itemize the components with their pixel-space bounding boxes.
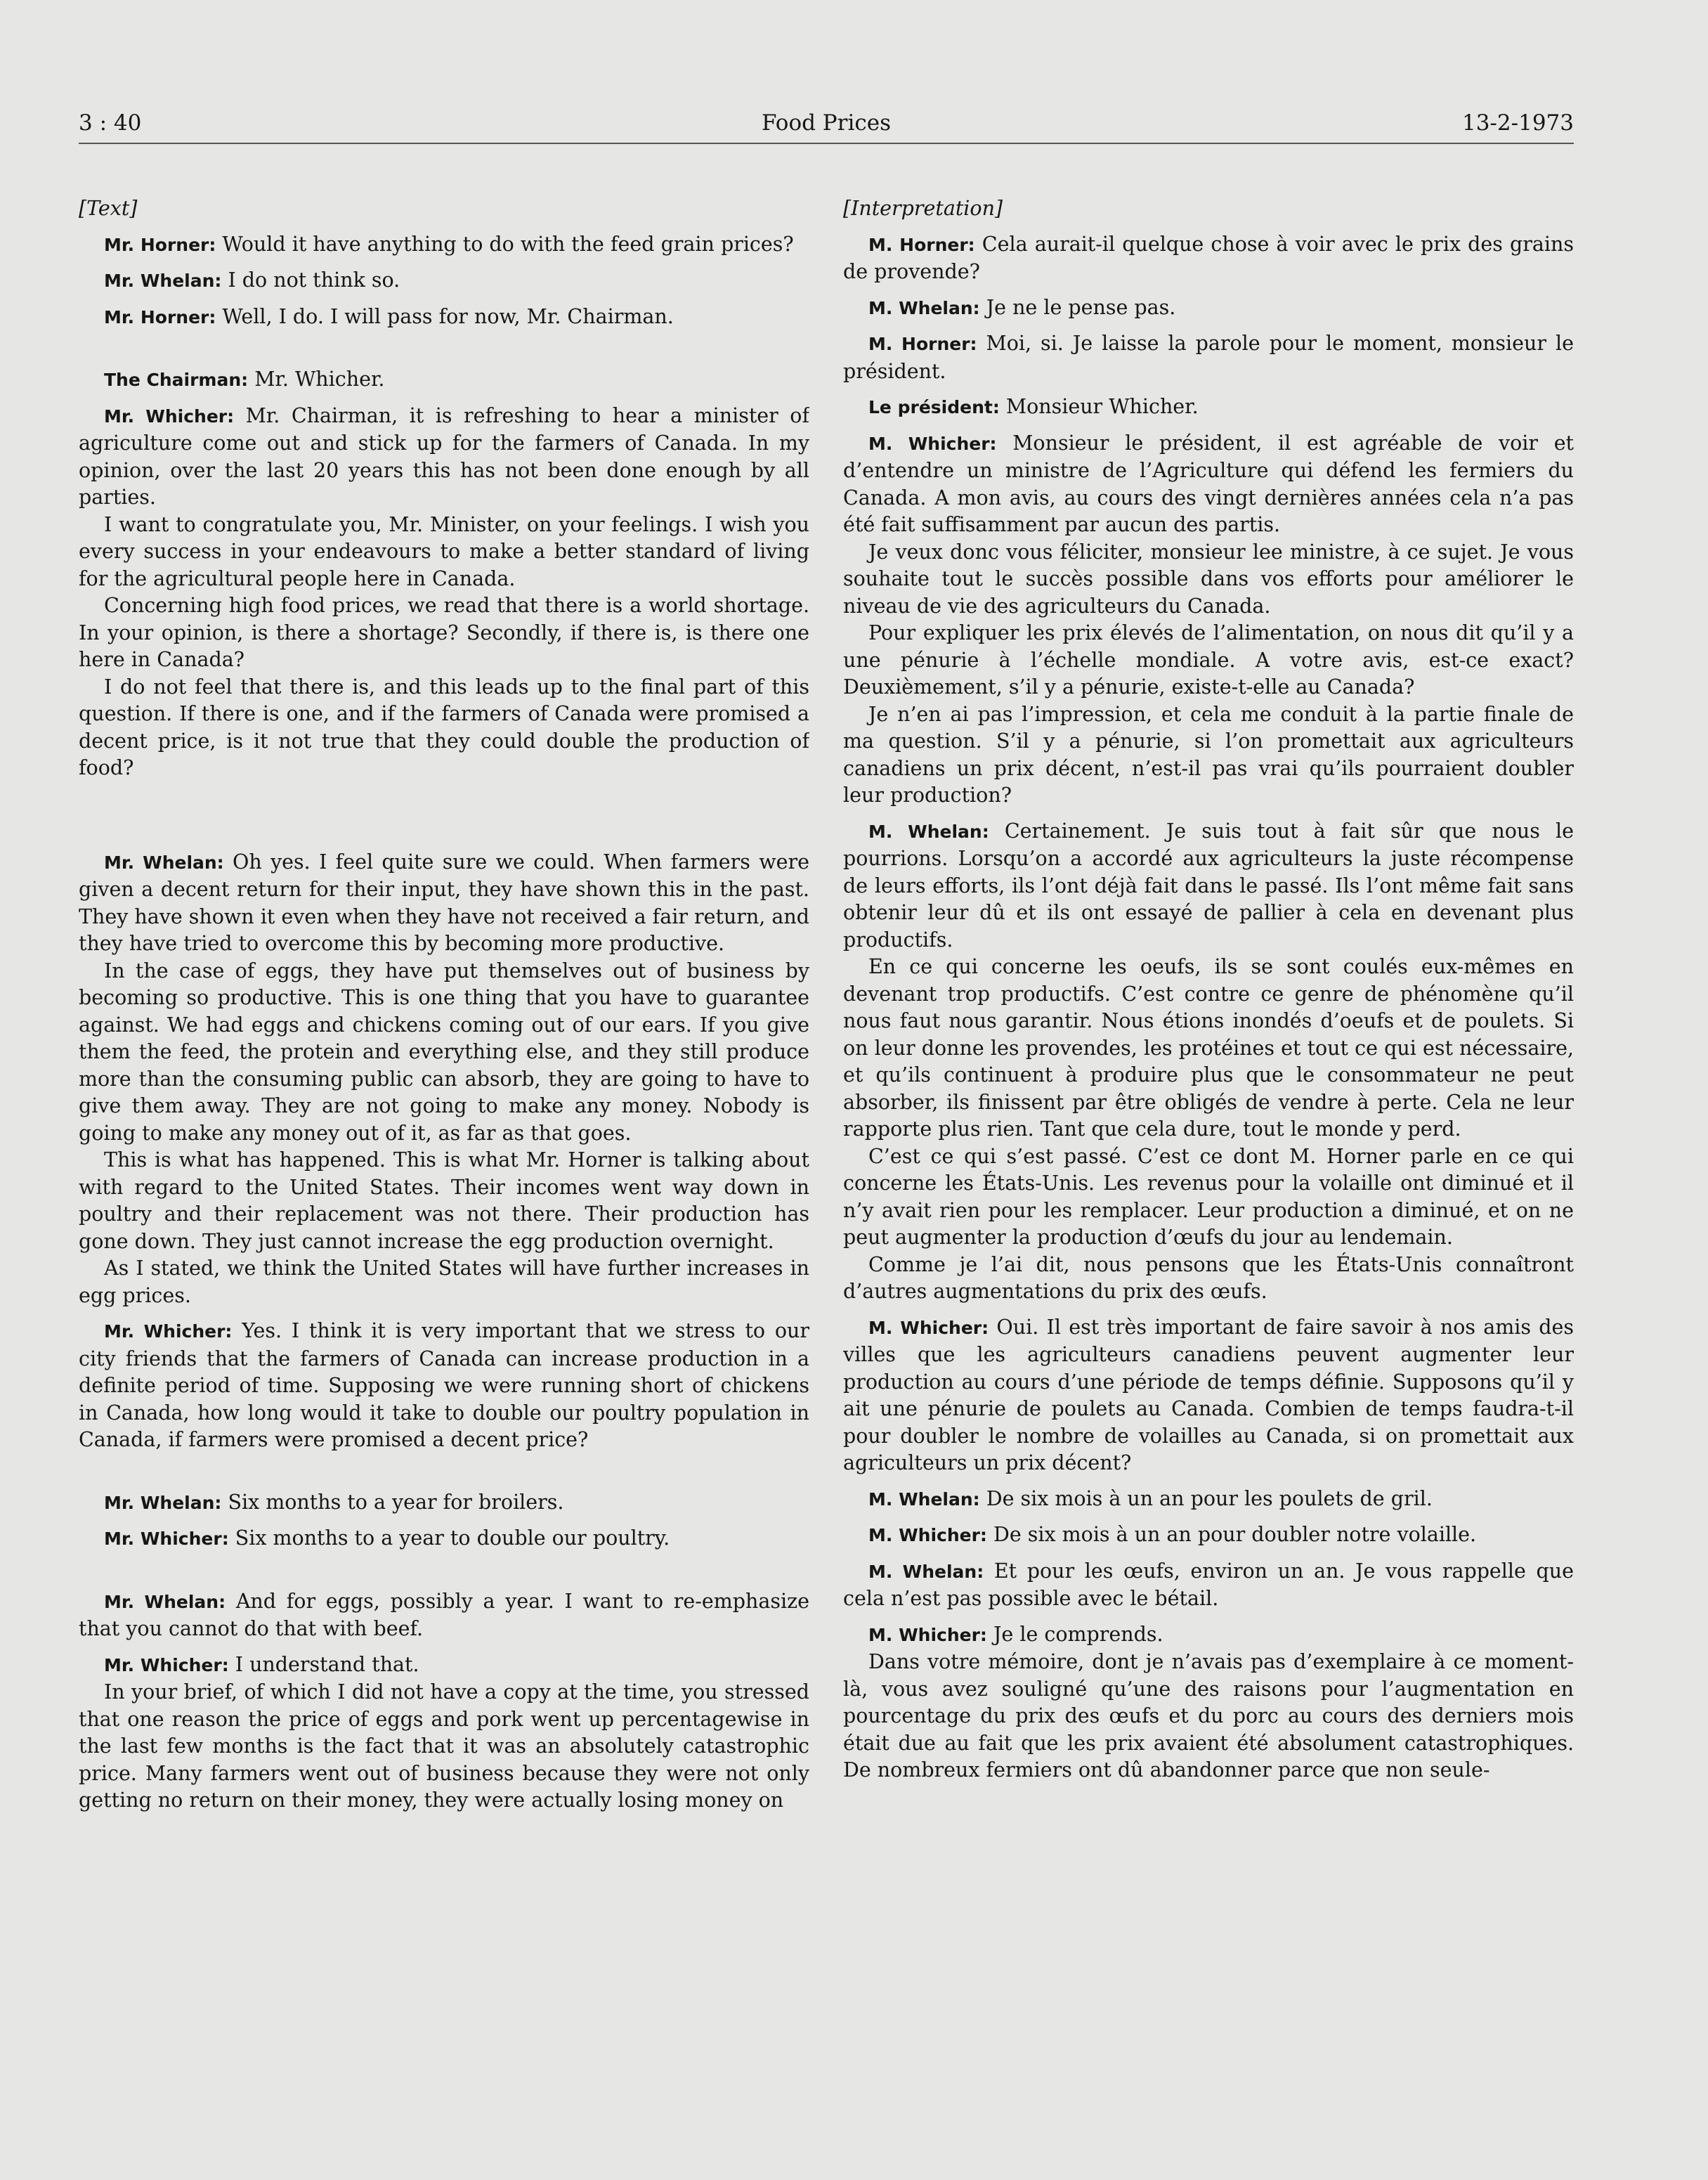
speech-text: Mr. Whicher. (248, 368, 385, 391)
speech-paragraph (843, 1621, 1574, 1649)
body-paragraph: In your brief, of which I did not have a copy at the time, you stressed that one reason the price of eggs and pork went up percentagewise in the last few months is the fact that it was an absolutely catastrophic price. Many farmers went out of business because they were not only getting no return on their money, they were actually losing money on (79, 1680, 809, 1812)
speech-paragraph (79, 1489, 809, 1517)
speech-text: Monsieur Whicher. (999, 395, 1199, 418)
speaker-name: M. Whelan: (868, 1488, 980, 1510)
speech-paragraph (79, 366, 809, 394)
speech-text: Moi, si. Je laisse la parole pour le moment, monsieur le président. (843, 332, 1574, 383)
speech-paragraph (79, 304, 809, 332)
speaker-name: M. Whicher: (868, 1525, 987, 1545)
speaker-name: Mr. Horner: (104, 306, 216, 327)
speaker-name: M. Horner: (868, 334, 977, 354)
speech-text: I do not think so. (221, 268, 400, 292)
speaker-name: Mr. Whicher: (104, 1529, 229, 1549)
english-column (79, 195, 809, 2149)
speaker-name: M. Whicher: (868, 1624, 987, 1645)
body-paragraph: En ce qui concerne les oeufs, ils se sont coulés eux-mêmes en devenant trop productifs. C’est contre ce genre de phénomène qu’il nous faut nous garantir. Nous étions inondés d’oeufs et de poulets. Si on leur donne les provendes, les protéines et tout ce qui est nécessaire, et qu’ils continuent à produire plus que le consommateur ne peut absorber, ils finissent par être obligés de vendre à perte. Cela ne leur rapporte plus rien. Tant que cela dure, tout le monde y perd. (843, 955, 1574, 1141)
page-folio: 3 : 40 (79, 110, 142, 136)
speech-paragraph (843, 1486, 1574, 1514)
speech-paragraph (79, 1588, 809, 1643)
speech-paragraph (843, 1558, 1574, 1613)
speaker-name: Mr. Whelan: (104, 1492, 222, 1513)
running-title: Food Prices (761, 110, 892, 136)
speech-text: Monsieur le président, il est agréable de voir et d’entendre un ministre de l’Agriculture qui défend les fermiers du Canada. A mon avis, au cours des vingt dernières années cela n’a pas été fait suffisamment par aucun des partis. (843, 431, 1574, 536)
speech-text: Well, I do. I will pass for now, Mr. Chairman. (216, 304, 674, 328)
body-paragraph: I do not feel that there is, and this leads up to the final part of this question. If there is one, and if the farmers of Canada were promised a decent price, is it not true that they could double the production of food? (79, 675, 809, 779)
body-paragraph: This is what has happened. This is what Mr. Horner is talking about with regard to the United States. Their incomes went way down in poultry and their replacement was not there. Their production has gone down. They just cannot increase the egg production overnight. (79, 1148, 809, 1253)
speaker-name: Le président: (868, 397, 1000, 417)
speaker-name: M. Whicher: (868, 1317, 989, 1338)
speaker-name: M. Whelan: (868, 297, 980, 318)
speech-paragraph (843, 818, 1574, 954)
speech-text: Et pour les œufs, environ un an. Je vous rappelle que cela n’est pas possible avec le bétail. (843, 1559, 1574, 1610)
speech-text: De six mois à un an pour les poulets de gril. (979, 1486, 1433, 1510)
section-label: [Text] (79, 197, 138, 220)
speaker-name: Mr. Whelan: (104, 1591, 226, 1612)
speaker-name: Mr. Whicher: (104, 1654, 229, 1675)
body-paragraph: Concerning high food prices, we read that there is a world shortage. In your opinion, is there a shortage? Secondly, if there is, is there one here in Canada? (79, 594, 809, 671)
speech-text: Certainement. Je suis tout à fait sûr que nous le pourrions. Lorsqu’on a accordé aux agriculteurs la juste récompense de leurs efforts, ils l’ont déjà fait dans le passé. Ils l’ont même fait sans obtenir leur dû et ils ont essayé de pallier à cela en devenant plus productifs. (843, 819, 1574, 952)
speech-paragraph (79, 1318, 809, 1454)
body-paragraph: In the case of eggs, they have put themselves out of business by becoming so productive. This is one thing that you have to guarantee against. We had eggs and chickens coming out of our ears. If you give them the feed, the protein and everything else, and they still produce more than the consuming public can absorb, they are going to have to give them away. They are not going to make any money. Nobody is going to make any money out of it, as far as that goes. (79, 959, 809, 1145)
speech-text: And for eggs, possibly a year. I want to re-emphasize that you cannot do that with beef. (79, 1589, 809, 1640)
body-paragraph: Dans votre mémoire, dont je n’avais pas d’exemplaire à ce moment-là, vous avez souligné qu’une des raisons pour l’augmentation en pourcentage du prix des œufs et du porc au cours des derniers mois était due au fait que les prix avaient été absolument catastrophiques. De nombreux fermiers ont dû abandonner parce que non seule- (843, 1650, 1574, 1782)
speech-text: Je le comprends. (986, 1622, 1163, 1646)
speaker-name: Mr. Whicher: (104, 1321, 233, 1342)
speaker-name: The Chairman: (104, 370, 249, 390)
header-rule (79, 143, 1574, 144)
speech-text: Yes. I think it is very important that we stress to our city friends that the farmers of Canada can increase production in a definite period of time. Supposing we were running short of chickens in Canada, how long would it take to double our poultry population in Canada, if farmers were promised a decent price? (79, 1319, 809, 1451)
speaker-name: M. Whicher: (868, 433, 997, 454)
speaker-name: Mr. Whicher: (104, 405, 235, 427)
french-column (843, 195, 1574, 2149)
speech-text: I understand that. (228, 1652, 419, 1676)
speaker-name: Mr. Whelan: (104, 271, 222, 291)
speech-paragraph (79, 1525, 809, 1553)
body-paragraph: I want to congratulate you, Mr. Minister, on your feelings. I wish you every success in your endeavours to make a better standard of living for the agricultural people here in Canada. (79, 512, 809, 590)
speech-paragraph (79, 231, 809, 259)
speaker-name: M. Whelan: (868, 821, 989, 842)
body-paragraph: Comme je l’ai dit, nous pensons que les États-Unis connaîtront d’autres augmentations du prix des œufs. (843, 1252, 1574, 1303)
speech-text: Oh yes. I feel quite sure we could. When farmers were given a decent return for their input, they have shown this in the past. They have shown it even when they have not received a fair return, and they have tried to overcome this by becoming more productive. (79, 850, 809, 955)
body-paragraph: Je n’en ai pas l’impression, et cela me conduit à la partie finale de ma question. S’il y a pénurie, si l’on promettait aux agriculteurs canadiens un prix décent, n’est-il pas vrai qu’ils pourraient doubler leur production? (843, 702, 1574, 807)
body-paragraph: Pour expliquer les prix élevés de l’alimentation, on nous dit qu’il y a une pénurie à l’échelle mondiale. A votre avis, est-ce exact? Deuxièmement, s’il y a pénurie, existe-t-elle au Canada? (843, 621, 1574, 699)
speech-paragraph (843, 231, 1574, 286)
speech-paragraph (79, 267, 809, 295)
speech-paragraph (79, 849, 809, 958)
speech-paragraph (843, 430, 1574, 539)
speech-text: Six months to a year to double our poultry. (228, 1526, 670, 1550)
speech-paragraph (843, 394, 1574, 422)
header-date: 13-2-1973 (1461, 110, 1574, 136)
speech-paragraph (79, 1652, 809, 1680)
body-paragraph: Je veux donc vous féliciter, monsieur lee ministre, à ce sujet. Je vous souhaite tout le succès possible dans vos efforts pour améliorer le niveau de vie des agriculteurs du Canada. (843, 540, 1574, 618)
speech-text: De six mois à un an pour doubler notre volaille. (986, 1523, 1477, 1546)
speaker-name: M. Horner: (868, 234, 975, 255)
body-paragraph: C’est ce qui s’est passé. C’est ce dont M. Horner parle en ce qui concerne les États-Unis. Les revenus pour la volaille ont diminué et il n’y avait rien pour les remplacer. Leur production a diminué, et on ne peut augmenter la production d’œufs du jour au lendemain. (843, 1144, 1574, 1249)
speech-text: Six months to a year for broilers. (221, 1490, 564, 1514)
body-paragraph: As I stated, we think the United States will have further increases in egg prices. (79, 1257, 809, 1307)
speech-text: Je ne le pense pas. (979, 295, 1176, 319)
speech-paragraph (843, 1522, 1574, 1550)
speech-paragraph (79, 403, 809, 512)
speech-paragraph (843, 294, 1574, 323)
page-header (79, 105, 1574, 141)
speech-paragraph (843, 1314, 1574, 1477)
speech-text: Oui. Il est très important de faire savoir à nos amis des villes que les agriculteurs canadiens peuvent augmenter leur production au cours d’une période de temps définie. Supposons qu’il y ait une pénurie de poulets au Canada. Combien de temps faudra-t-il pour doubler le nombre de volailles au Canada, si on promettait aux agriculteurs un prix décent? (843, 1315, 1574, 1474)
speech-paragraph (843, 330, 1574, 385)
speaker-name: M. Whelan: (868, 1561, 984, 1582)
speech-text: Mr. Chairman, it is refreshing to hear a minister of agriculture come out and stick up for the farmers of Canada. In my opinion, over the last 20 years this has not been done enough by all parties. (79, 403, 809, 509)
speaker-name: Mr. Horner: (104, 234, 216, 255)
speaker-name: Mr. Whelan: (104, 852, 224, 873)
speech-text: Cela aurait-il quelque chose à voir avec le prix des grains de provende? (843, 232, 1574, 283)
speech-text: Would it have anything to do with the feed grain prices? (216, 232, 794, 256)
section-label: [Interpretation] (843, 197, 1003, 220)
